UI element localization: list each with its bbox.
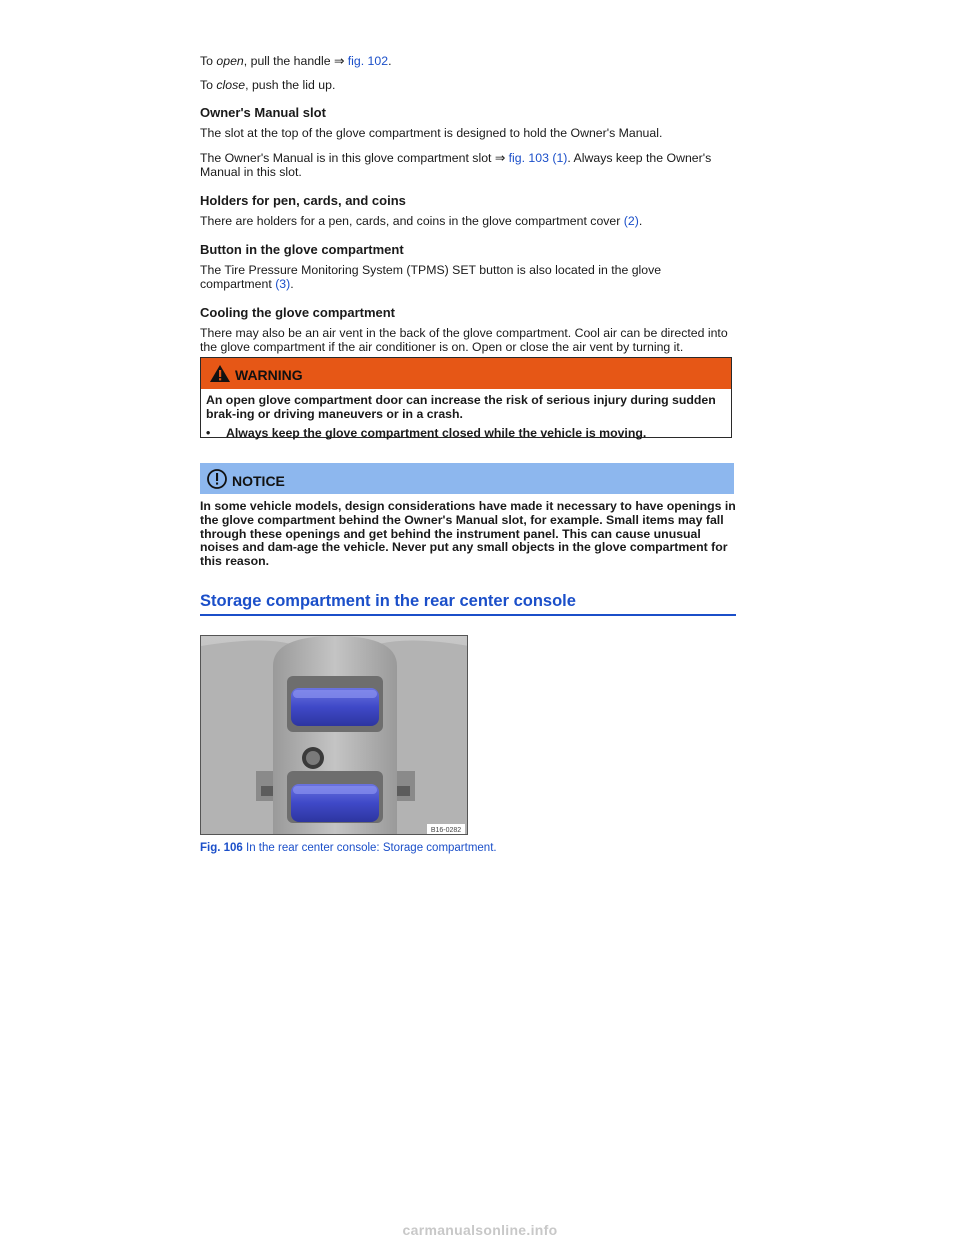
ref-2-link[interactable]: (2) [623,213,639,228]
notice-text: In some vehicle models, design considerations have made it necessary to have openings in the glove compartment behind the Owner's Manual slot, for example. Small items may fall through these openings and get behind the instrument panel. This can cause unusual noises and dam-age the vehicle. Never put any small objects in the glove compartment for this reason. [200,499,736,569]
heading-cooling: Cooling the glove compartment [200,304,396,320]
warning-bullet [206,427,725,441]
bullet-icon: • [206,426,211,440]
fig-103-link[interactable]: fig. 103 (1) [508,150,568,165]
owners-manual-slot-text: The slot at the top of the glove compartment is designed to hold the Owner's Manual. [200,126,663,141]
open-instruction: To open, pull the handle ⇒ fig. 102. [200,54,392,68]
caption-label: Fig. 106 [200,842,243,854]
heading-holders: Holders for pen, cards, and coins [200,192,406,208]
warning-bullet-text: Always keep the glove compartment closed while the vehicle is moving. [226,426,647,440]
close-instruction: To close, push the lid up. [200,77,336,92]
caption-text: In the rear center console: Storage compartment. [242,842,497,854]
cooling-text: There may also be an air vent in the back of the glove compartment. Cool air can be directed into the glove compartment if the air conditioner is on. Open or close the air vent by turning it. [200,325,728,355]
section-title: Storage compartment in the rear center console [200,592,736,616]
figure-rear-console-image [200,635,468,835]
warning-body [201,389,731,441]
fig-102-link[interactable]: fig. 102 [347,54,389,68]
warning-box [200,357,732,438]
heading-owners-manual-slot: Owner's Manual slot [200,105,326,121]
button-text: The Tire Pressure Monitoring System (TPMS) SET button is also located in the glove compartment (3). [200,262,662,292]
figure-caption [200,842,497,854]
notice-title: NOTICE [232,473,285,489]
warning-header [201,358,731,389]
ref-3-link[interactable]: (3) [275,277,291,292]
warning-text: An open glove compartment door can increase the risk of serious injury during sudden brak-ing or driving maneuvers or in a crash. [206,393,716,421]
notice-exclamation-icon [206,468,228,495]
footer-watermark: carmanualsonline.info [402,1222,558,1238]
page-content [200,54,736,355]
notice-header [200,463,734,494]
holders-text: There are holders for a pen, cards, and coins in the glove compartment cover (2). [200,213,643,228]
warning-triangle-icon [209,364,231,388]
heading-button: Button in the glove compartment [200,241,404,257]
warning-title: WARNING [235,367,303,383]
figure-code: B16-0282 [430,827,462,834]
owners-manual-slot-text-2: The Owner's Manual is in this glove compartment slot ⇒ fig. 103 (1). Always keep the Owner's Manual in this slot. [200,150,712,180]
